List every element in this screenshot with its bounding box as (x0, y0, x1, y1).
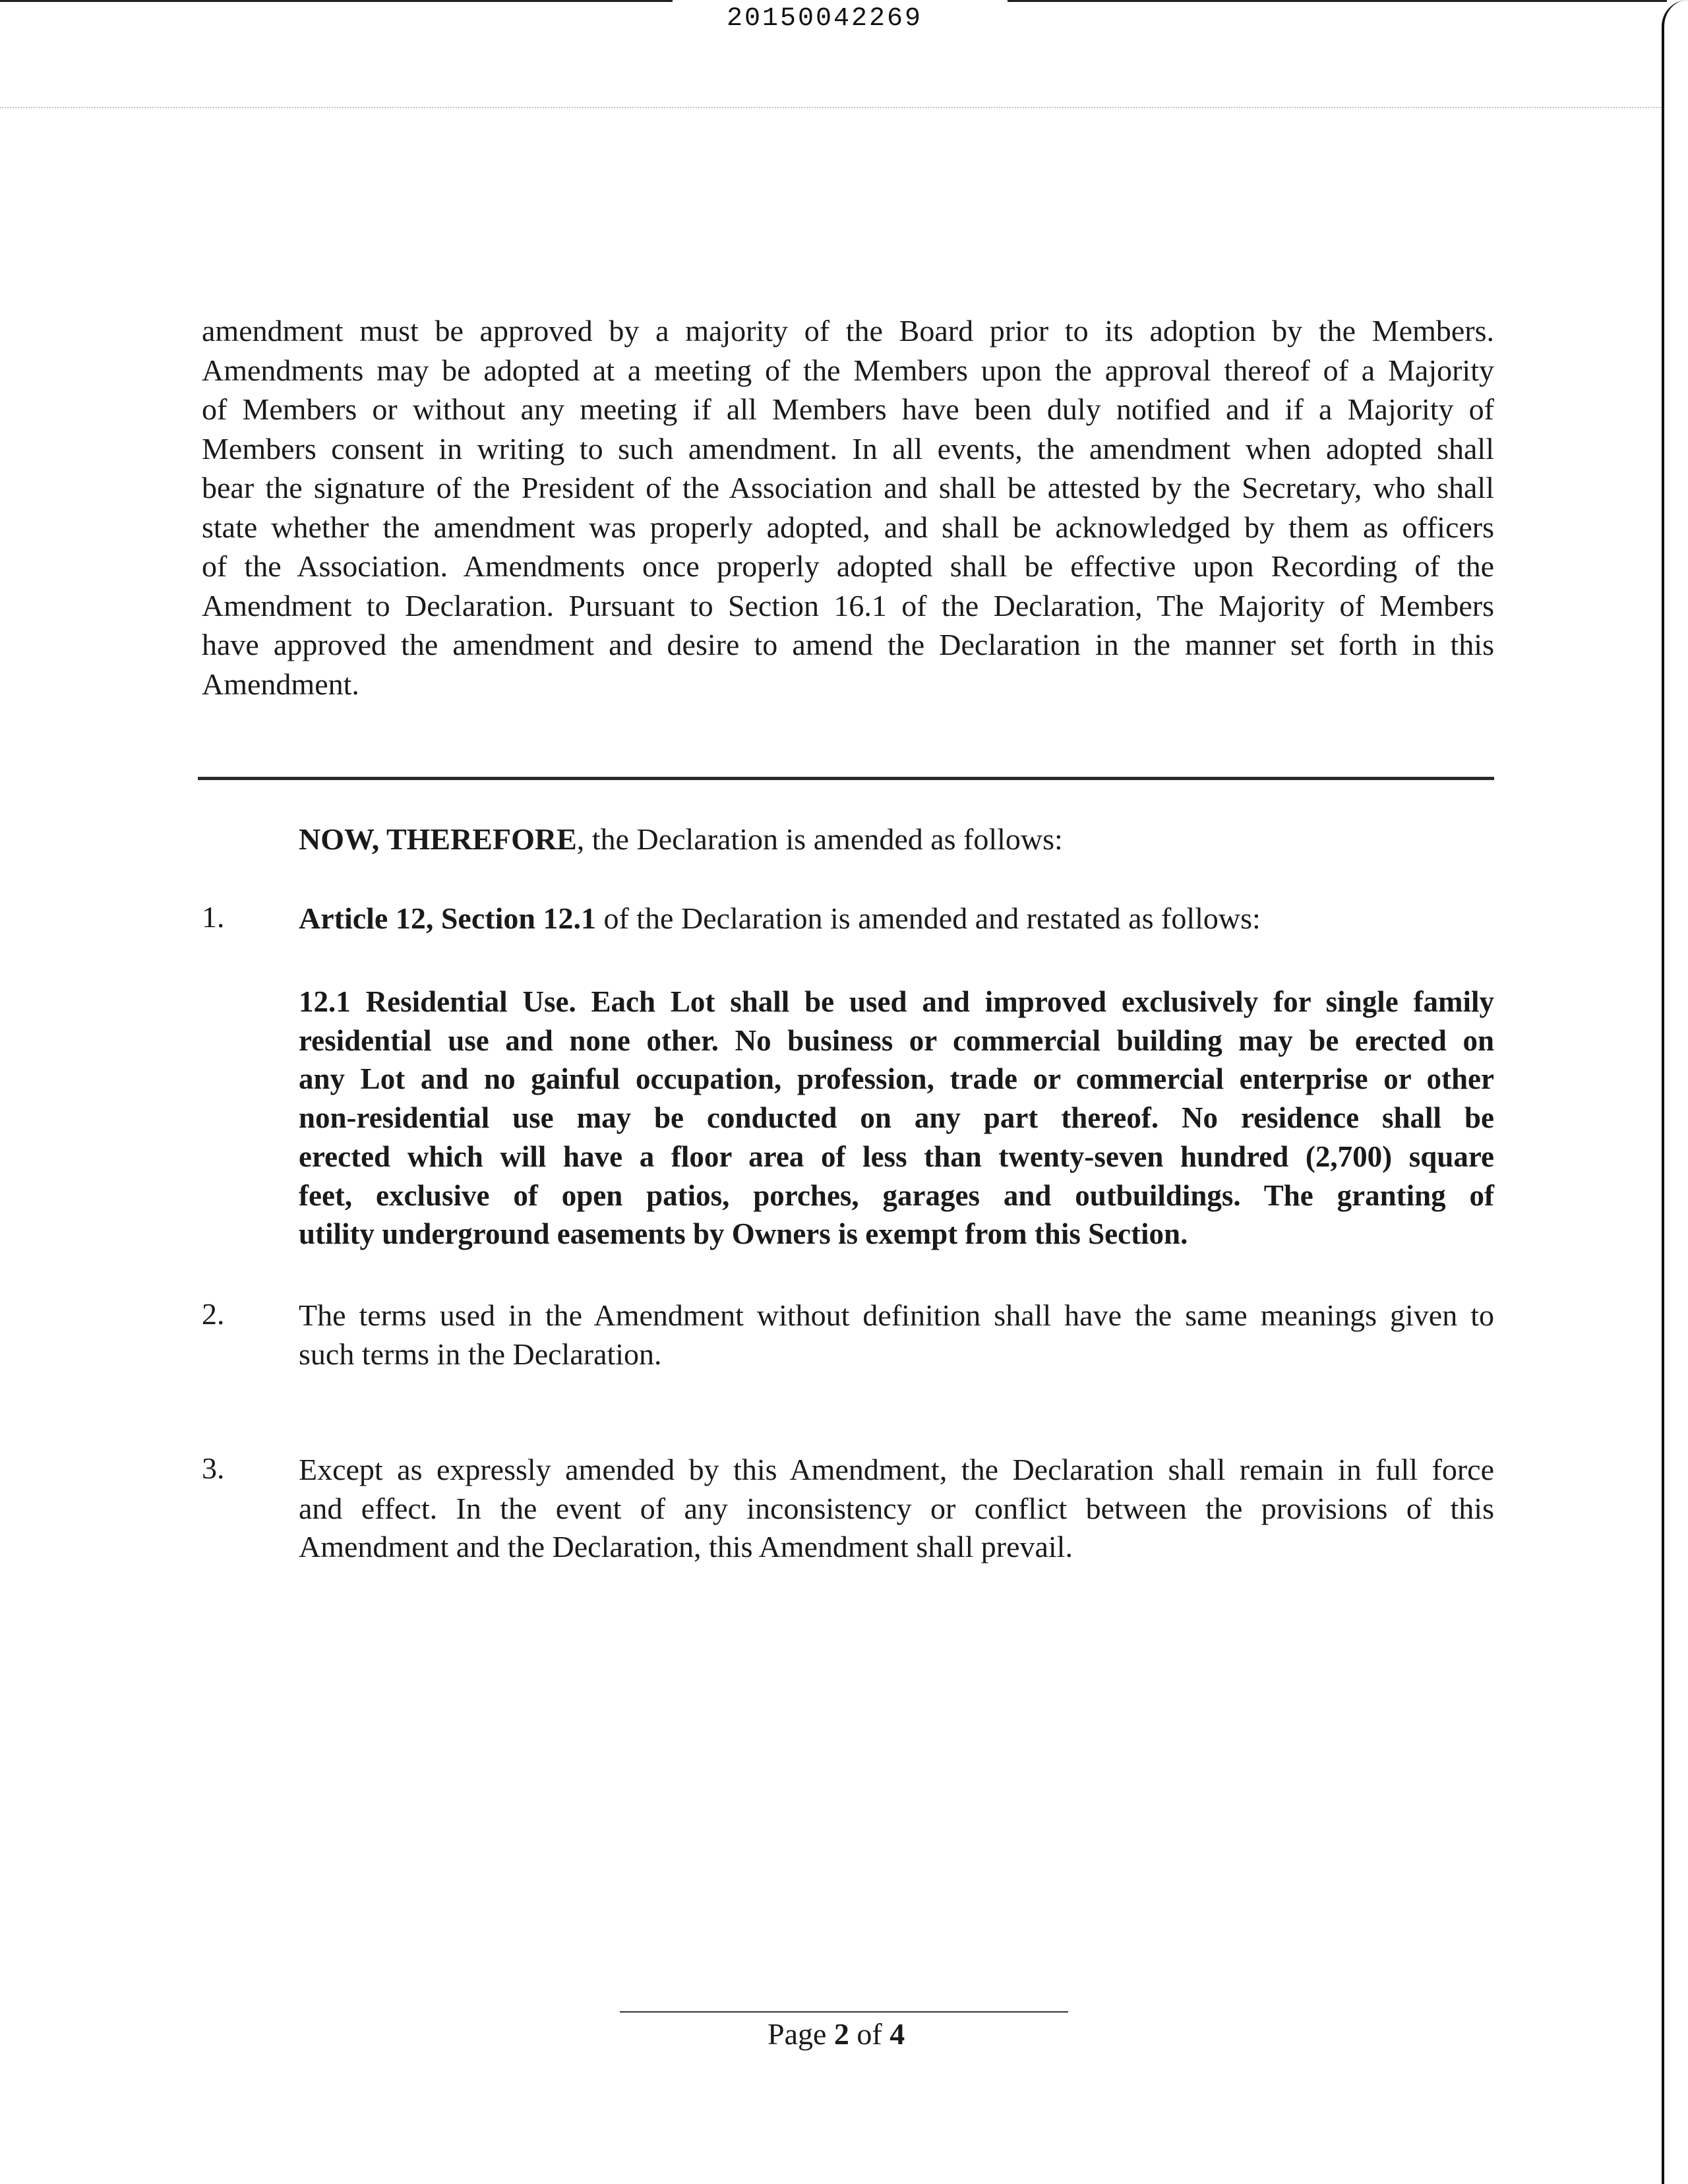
page-number (768, 2017, 905, 2051)
page-total: 4 (889, 2017, 905, 2051)
preamble-line: bear the signature of the President of the Association and shall be attested by the Secretary, who shall (202, 471, 1494, 504)
preamble-line: Amendment. (202, 667, 359, 701)
item-3-line: and effect. In the event of any inconsistency or conflict between the provisions of this (299, 1491, 1494, 1525)
preamble-line: Members consent in writing to such amendment. In all events, the amendment when adopted shall (202, 431, 1494, 466)
restated-line: non-residential use may be conducted on any part thereof. No residence shall be (299, 1101, 1494, 1135)
scan-edge-line-left (0, 0, 673, 2)
item-1-lead-text: of the Declaration is amended and restated as follows: (595, 901, 1261, 935)
restated-line: utility underground easements by Owners is exempt from this Section. (299, 1217, 1188, 1251)
item-1-lead (299, 901, 1261, 935)
restated-line: 12.1 Residential Use. Each Lot shall be used and improved exclusively for single family (299, 985, 1494, 1018)
preamble-line: amendment must be approved by a majority of the Board prior to its adoption by the Members. (202, 314, 1494, 348)
item-number: 2. (202, 1297, 225, 1331)
intro-bold: NOW, THEREFORE (299, 822, 577, 856)
item-number: 1. (202, 900, 225, 934)
item-2-line: The terms used in the Amendment without definition shall have the same meanings given to (299, 1298, 1494, 1332)
preamble-line: of the Association. Amendments once properly adopted shall be effective upon Recording of the (202, 549, 1494, 583)
item-3-line: Amendment and the Declaration, this Amendment shall prevail. (299, 1530, 1073, 1563)
preamble-line: of Members or without any meeting if all Members have been duly notified and if a Majority of (202, 392, 1494, 426)
preamble-line: Amendment to Declaration. Pursuant to Section 16.1 of the Declaration, The Majority of Members (202, 588, 1494, 622)
preamble-line: have approved the amendment and desire to amend the Declaration in the manner set forth in this (202, 628, 1494, 661)
preamble-line: state whether the amendment was properly adopted, and shall be acknowledged by them as officers (202, 510, 1494, 544)
recording-number: 20150042269 (727, 4, 923, 34)
preamble-line: Amendments may be adopted at a meeting of the Members upon the approval thereof of a Majority (202, 353, 1494, 387)
restated-section-12-1 (299, 983, 1494, 1254)
scan-page-edge (1662, 0, 1688, 2184)
section-divider (198, 777, 1494, 780)
page-mid: of (849, 2017, 890, 2051)
intro-text: , the Declaration is amended as follows: (576, 822, 1063, 856)
amendment-item-1 (299, 899, 1494, 938)
amendment-item-3 (299, 1451, 1494, 1567)
scan-edge-line-right (1008, 0, 1667, 2)
restated-line: erected which will have a floor area of less than twenty-seven hundred (2,700) square (299, 1139, 1494, 1173)
restated-line: any Lot and no gainful occupation, profession, trade or commercial enterprise or other (299, 1062, 1494, 1096)
item-3-line: Except as expressly amended by this Amendment, the Declaration shall remain in full force (299, 1453, 1494, 1486)
restated-line: feet, exclusive of open patios, porches, garages and outbuildings. The granting of (299, 1178, 1494, 1212)
resolution-intro (299, 822, 1063, 857)
footer-rule (620, 2011, 1068, 2013)
page-current: 2 (833, 2017, 849, 2051)
scan-dotted-artifact (0, 107, 1662, 108)
preamble-paragraph (202, 311, 1494, 704)
item-2-line: such terms in the Declaration. (299, 1337, 662, 1371)
item-1-lead-bold: Article 12, Section 12.1 (299, 901, 596, 935)
amendment-item-2 (299, 1296, 1494, 1374)
restated-line: residential use and none other. No business or commercial building may be erected on (299, 1023, 1494, 1057)
page-prefix: Page (768, 2017, 834, 2051)
item-number: 3. (202, 1451, 225, 1485)
